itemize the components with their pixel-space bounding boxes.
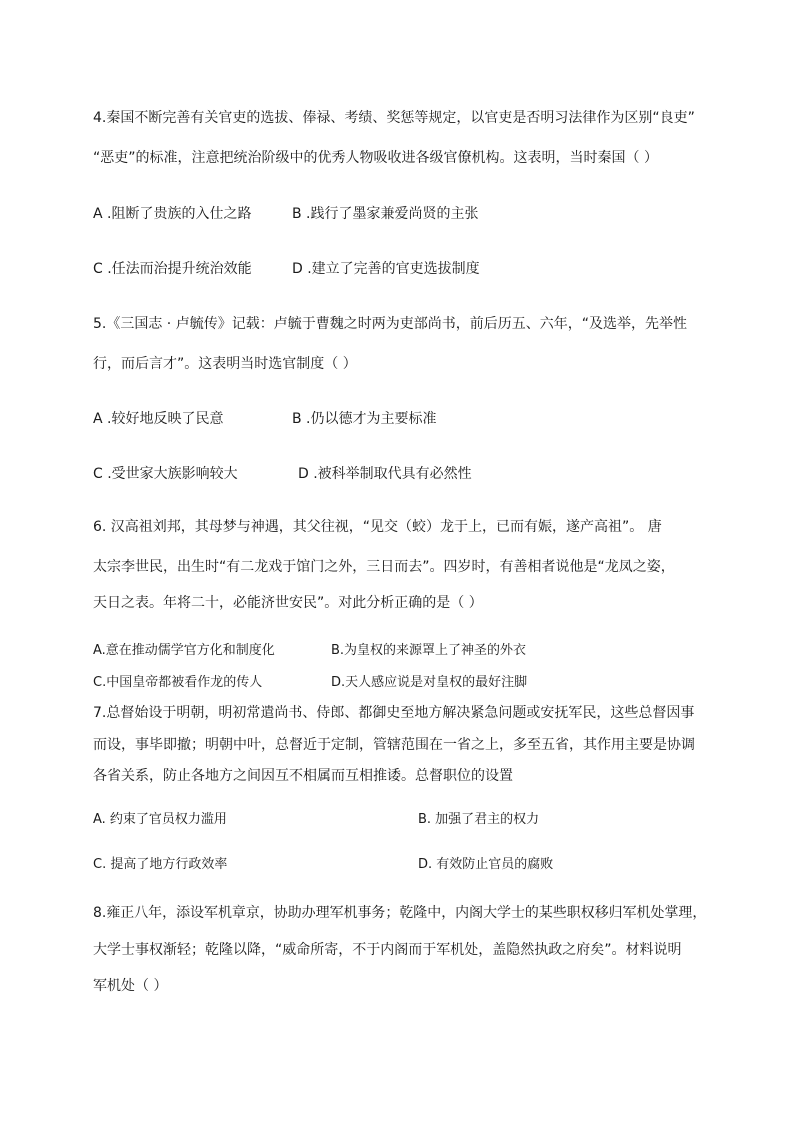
q8-stem-line-3: 军机处（ ）	[93, 978, 168, 994]
q6-stem-line-2: 太宗李世民，出生时“有二龙戏于馆门之外，三日而去”。四岁时，有善相者说他是“龙凤之姿，	[93, 559, 675, 575]
q7-option-d: D. 有效防止官员的腐败	[418, 857, 554, 872]
q8-stem-line-2: 大学士事权渐轻；乾隆以降，“威命所寄，不于内阁而于军机处，盖隐然执政之府矣”。材料说明	[93, 942, 682, 958]
q7-stem-line-2: 而设，事毕即撤；明朝中叶，总督近于定制，管辖范围在一省之上，多至五省，其作用主要是协调	[93, 737, 695, 753]
q7-option-b: B. 加强了君主的权力	[418, 812, 540, 827]
q6-option-a: A.意在推动儒学官方化和制度化	[93, 643, 275, 658]
q5-option-c: C .受世家大族影响较大	[93, 466, 238, 482]
q5-option-d: D .被科举制取代具有必然性	[298, 466, 472, 482]
q5-stem-line-1: 5.《三国志 · 卢毓传》记载：卢毓于曹魏之时两为吏部尚书，前后历五、六年，“及选举，先举性	[93, 316, 687, 332]
q4-stem-line-1: 4.秦国不断完善有关官吏的选拔、俸禄、考绩、奖惩等规定，以官吏是否明习法律作为区别“良吏”	[93, 110, 695, 126]
q8-stem-line-1: 8.雍正八年，添设军机章京，协助办理军机事务；乾隆中，内阁大学士的某些职权移归军机处掌理，	[93, 905, 707, 921]
q6-stem-line-1: 6. 汉高祖刘邦，其母梦与神遇，其父往视，“见交（蛟）龙于上，已而有娠，遂产高祖”。 唐	[93, 519, 662, 535]
q6-option-d: D.天人感应说是对皇权的最好注脚	[331, 675, 528, 690]
q4-option-b: B .践行了墨家兼爱尚贤的主张	[292, 206, 479, 222]
q4-stem-line-2: “恶吏”的标准，注意把统治阶级中的优秀人物吸收进各级官僚机构。这表明，当时秦国（ ）	[93, 150, 658, 166]
q4-option-c: C .任法而治提升统治效能	[93, 261, 252, 277]
q5-stem-line-2: 行，而后言才”。这表明当时选官制度（ ）	[93, 356, 357, 372]
q4-option-d: D .建立了完善的官吏选拔制度	[292, 261, 480, 277]
q7-stem-line-1: 7.总督始设于明朝，明初常遣尚书、侍郎、都御史至地方解决紧急问题或安抚军民，这些总督因事	[93, 705, 695, 721]
q7-option-a: A. 约束了官员权力滥用	[93, 812, 227, 827]
q6-stem-line-3: 天日之表。年将二十，必能济世安民”。对此分析正确的是（ ）	[93, 595, 483, 611]
q6-option-c: C.中国皇帝都被看作龙的传人	[93, 675, 263, 690]
q5-option-b: B .仍以德才为主要标准	[292, 411, 437, 427]
q4-option-a: A .阻断了贵族的入仕之路	[93, 206, 252, 222]
q5-option-a: A .较好地反映了民意	[93, 411, 224, 427]
q7-option-c: C. 提高了地方行政效率	[93, 857, 228, 872]
q7-stem-line-3: 各省关系，防止各地方之间因互不相属而互相推诿。总督职位的设置	[93, 768, 513, 784]
q6-option-b: B.为皇权的来源罩上了神圣的外衣	[331, 643, 527, 658]
